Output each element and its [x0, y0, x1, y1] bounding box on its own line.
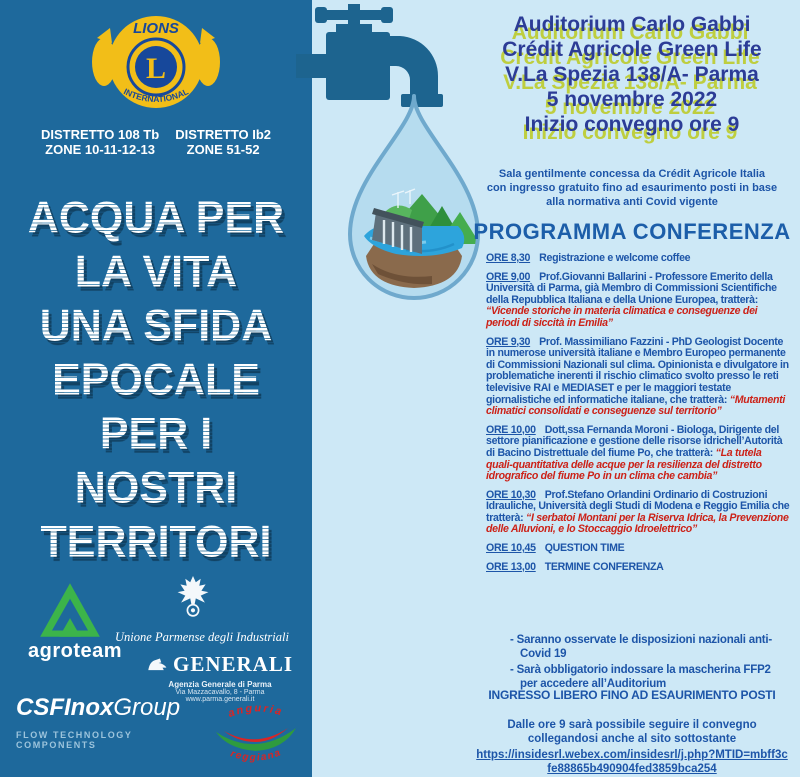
program-time: ORE 10,00 — [486, 423, 536, 436]
program-talk-title: “La tutela quali-quantitativa delle acque per la resilienza del distretto idrografico del fiume Po in un clima che cambia” — [486, 446, 762, 483]
venue-note-line: con ingresso gratuito fino ad esaurimento posti in base — [486, 182, 778, 194]
event-heading-line: Inizio convegno ore 9 — [524, 113, 740, 136]
program-time: ORE 8,30 — [486, 252, 531, 264]
watermelon-text-bottom: reggiana — [229, 746, 284, 764]
csf-tagline: FLOW TECHNOLOGY COMPONENTS — [16, 730, 133, 750]
generali-lion-icon — [147, 657, 169, 673]
agroteam-icon — [38, 582, 102, 638]
program-talk-title: “I serbatoi Montani per la Riserva Idrica, la Prevenzione delle Alluvioni, e lo Stoccaggio Idroelettrico” — [486, 511, 789, 536]
left-panel — [0, 0, 312, 777]
venue-note-line: alla normativa anti Covid vigente — [546, 196, 718, 208]
program-time: ORE 13,00 — [486, 560, 536, 573]
program-text: TERMINE CONFERENZA — [544, 560, 664, 573]
poster-title-line: LA VITA — [0, 244, 312, 300]
program-item — [486, 337, 790, 418]
covid-rule: - Saranno osservate le disposizioni nazionali anti-Covid 19 — [510, 634, 773, 660]
csf-inox-block — [16, 694, 206, 750]
poster-title-line: PER I — [0, 406, 312, 462]
district-item — [175, 127, 271, 157]
event-heading-line: Crédit Agricole Green Life — [502, 38, 762, 61]
streaming-block — [476, 718, 788, 776]
program-time: ORE 10,30 — [486, 488, 536, 501]
program-talk-title: “Mutamenti climatici consolidati e conseguenze sul territorio” — [486, 393, 785, 418]
watermelon-logo — [206, 704, 306, 766]
program-item — [486, 253, 790, 265]
upi-name: Unione Parmense degli Industriali — [115, 630, 289, 644]
district-zones: ZONE 10-11-12-13 — [45, 142, 155, 157]
webex-link[interactable]: https://insidesrl.webex.com/insidesrl/j.php?MTID=mbff3cfe88865b490904fed3859bca254 — [476, 749, 788, 775]
district-labels — [0, 127, 312, 157]
lions-international-icon — [91, 10, 221, 118]
covid-rules — [510, 634, 790, 694]
program-item — [486, 490, 790, 536]
streaming-note — [476, 718, 788, 746]
program-text: Prof.Giovanni Ballarini - Professore Emerito della Università di Parma, già Membro di Commissioni Scientifiche della Repubblica Italiana e della Unione Europea, tratterà: — [486, 270, 777, 306]
csf-group: Group — [113, 694, 181, 721]
poster-title — [0, 191, 312, 569]
generali-address-line: Via Mazzacavallo, 8 - Parma — [175, 688, 265, 696]
generali-logo — [147, 652, 293, 677]
event-heading-line: 5 novembre 2022 — [546, 88, 718, 111]
district-name: DISTRETTO Ib2 — [175, 127, 272, 142]
district-zones: ZONE 51-52 — [186, 142, 260, 157]
agroteam-name: agroteam — [27, 640, 123, 662]
right-column — [468, 0, 796, 777]
csf-inox: Inox — [64, 694, 114, 721]
free-entry-note: INGRESSO LIBERO FINO AD ESAURIMENTO POSTI — [488, 688, 776, 702]
generali-agency-line: Agenzia Generale di Parma — [168, 679, 272, 689]
program-talk-title: “Vicende storiche in materia climatica e conseguenze dei periodi di siccità in Emilia” — [486, 305, 758, 329]
csf-inox-logo — [16, 694, 206, 722]
lions-logo-block — [0, 0, 312, 157]
upi-eagle-icon — [172, 568, 214, 626]
program-item — [486, 425, 790, 483]
venue-note — [468, 167, 796, 209]
program-text: Registrazione e welcome coffee — [539, 252, 691, 264]
event-heading — [468, 12, 796, 137]
lions-letter-l: L — [145, 52, 167, 85]
generali-site-line: www.parma.generali.it — [185, 695, 255, 703]
venue-note-line: Sala gentilmente concessa da Crédit Agricole Italia — [498, 168, 766, 180]
generali-name: GENERALI — [172, 652, 294, 676]
program-time: ORE 9,00 — [486, 270, 531, 283]
poster-title-line: EPOCALE — [0, 352, 312, 408]
event-heading-line: V.La Spezia 138/A- Parma — [505, 63, 759, 86]
program-time: ORE 10,45 — [486, 542, 536, 555]
program-item — [486, 543, 790, 555]
poster-title-line: TERRITORI — [0, 514, 312, 570]
watermelon-text-top: anguria — [226, 704, 285, 720]
program-list — [468, 253, 796, 573]
program-text: Dott,ssa Fernanda Moroni - Biologa, Dirigente del settore pianificazione e gestione delle risorse idrichell’Autorità di Bacino Distrettuale del fiume Po, che tratterà: — [486, 423, 783, 459]
covid-rule: - Sarà obbligatorio indossare la mascherina FFP2 per accedere all’Auditorium — [510, 664, 771, 690]
poster-title-line: UNA SFIDA — [0, 298, 312, 354]
streaming-note-line: collegandosi anche al sito sottostante — [527, 733, 737, 745]
district-item — [41, 127, 159, 157]
event-heading-line: Auditorium Carlo Gabbi — [513, 13, 751, 36]
csf-bold: CSF — [16, 694, 64, 721]
svg-text:INTERNATIONAL: INTERNATIONAL — [122, 86, 190, 105]
lions-word: LIONS — [133, 20, 179, 37]
poster-title-line: ACQUA PER — [0, 190, 312, 246]
program-item — [486, 272, 790, 330]
program-text: Prof. Massimiliano Fazzini - PhD Geologist Docente in numerose università italiane e Membro Europeo permanente di Commissioni Nazionali sul clima. Opinionista e divulgatore in problematiche inerenti il rischio climatico svolto presso le reti televisive RAI e MEDIASET e per le maggiori testate giornalistiche ed informatiche italiane, che tratterà: — [486, 335, 789, 406]
program-text: QUESTION TIME — [544, 542, 625, 555]
program-title: PROGRAMMA CONFERENZA — [473, 219, 791, 244]
streaming-note-line: Dalle ore 9 sarà possibile seguire il convegno — [507, 719, 757, 731]
poster-title-line: NOSTRI — [0, 460, 312, 516]
program-text: Prof.Stefano Orlandini Ordinario di Costruzioni Idrauliche, Università degli Studi di Modena e Reggio Emilia che tratterà: — [486, 488, 790, 524]
program-item — [486, 562, 790, 574]
district-name: DISTRETTO 108 Tb — [40, 127, 160, 142]
svg-text:anguria — [227, 704, 285, 720]
program-time: ORE 9,30 — [486, 335, 531, 348]
